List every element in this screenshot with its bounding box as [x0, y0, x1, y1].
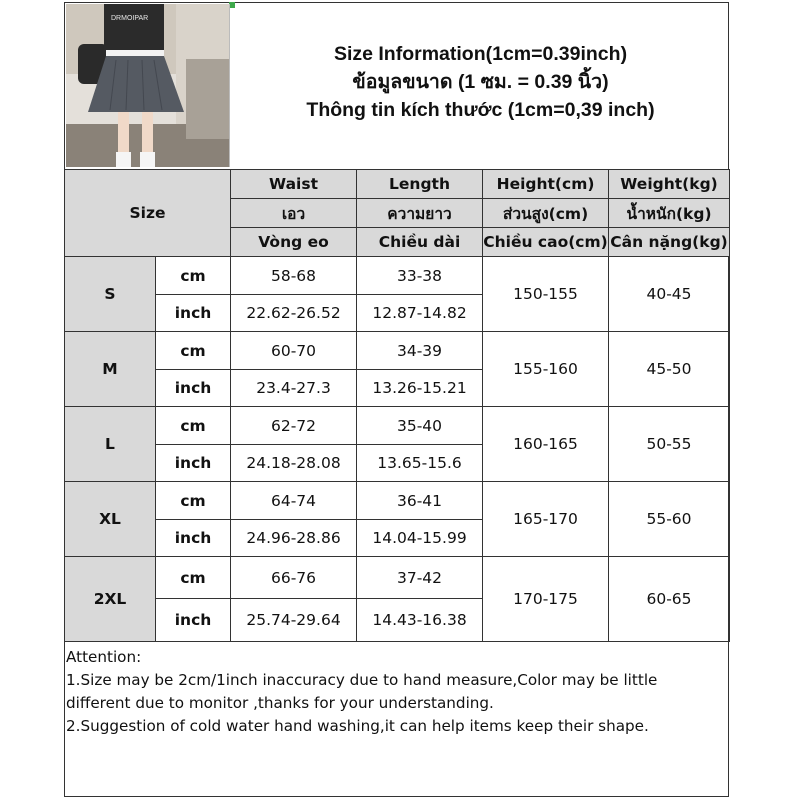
- waist-inch: 23.4-27.3: [231, 370, 357, 407]
- size-label: M: [65, 332, 156, 407]
- title-english: Size Information(1cm=0.39inch): [333, 43, 628, 65]
- waist-cm: 66-76: [231, 557, 357, 599]
- height-range: 150-155: [483, 257, 609, 332]
- waist-inch: 22.62-26.52: [231, 295, 357, 332]
- size-header: Size: [65, 170, 231, 257]
- waist-inch: 25.74-29.64: [231, 599, 357, 642]
- header-weight-vi: Cân nặng(kg): [609, 228, 730, 257]
- unit-inch: inch: [156, 370, 231, 407]
- unit-cm: cm: [156, 407, 231, 445]
- unit-cm: cm: [156, 557, 231, 599]
- height-range: 160-165: [483, 407, 609, 482]
- size-table: [64, 169, 730, 642]
- title-thai: ข้อมูลขนาด (1 ซม. = 0.39 นิ้ว): [352, 71, 609, 93]
- header-weight-en: Weight(kg): [609, 170, 730, 199]
- header-length-vi: Chiều dài: [357, 228, 483, 257]
- unit-inch: inch: [156, 599, 231, 642]
- height-range: 155-160: [483, 332, 609, 407]
- size-label: 2XL: [65, 557, 156, 642]
- weight-range: 45-50: [609, 332, 730, 407]
- shirt-text: DRMOIPAR: [111, 15, 149, 22]
- length-inch: 14.43-16.38: [357, 599, 483, 642]
- waist-cm: 64-74: [231, 482, 357, 520]
- length-cm: 36-41: [357, 482, 483, 520]
- waist-cm: 58-68: [231, 257, 357, 295]
- length-cm: 34-39: [357, 332, 483, 370]
- waist-inch: 24.18-28.08: [231, 445, 357, 482]
- height-range: 170-175: [483, 557, 609, 642]
- weight-range: 50-55: [609, 407, 730, 482]
- unit-inch: inch: [156, 295, 231, 332]
- header-height-en: Height(cm): [483, 170, 609, 199]
- length-inch: 12.87-14.82: [357, 295, 483, 332]
- length-inch: 13.65-15.6: [357, 445, 483, 482]
- length-cm: 35-40: [357, 407, 483, 445]
- attention-notes: [66, 646, 726, 738]
- waist-cm: 60-70: [231, 332, 357, 370]
- weight-range: 60-65: [609, 557, 730, 642]
- unit-inch: inch: [156, 520, 231, 557]
- header-length-en: Length: [357, 170, 483, 199]
- unit-inch: inch: [156, 445, 231, 482]
- header-waist-th: เอว: [231, 199, 357, 228]
- table-row: [65, 407, 730, 445]
- size-label: L: [65, 407, 156, 482]
- table-row: [65, 332, 730, 370]
- attention-line-3: 2.Suggestion of cold water hand washing,it can help items keep their shape.: [66, 717, 649, 735]
- weight-range: 40-45: [609, 257, 730, 332]
- size-label: XL: [65, 482, 156, 557]
- waist-inch: 24.96-28.86: [231, 520, 357, 557]
- title-vietnamese: Thông tin kích thước (1cm=0,39 inch): [306, 99, 655, 121]
- size-label: S: [65, 257, 156, 332]
- unit-cm: cm: [156, 332, 231, 370]
- length-cm: 33-38: [357, 257, 483, 295]
- product-photo: [66, 4, 230, 167]
- unit-cm: cm: [156, 482, 231, 520]
- length-cm: 37-42: [357, 557, 483, 599]
- header-height-vi: Chiều cao(cm): [483, 228, 609, 257]
- table-row: [65, 482, 730, 520]
- title-block: [232, 40, 729, 124]
- length-inch: 13.26-15.21: [357, 370, 483, 407]
- attention-heading: Attention:: [66, 648, 142, 666]
- attention-line-1: 1.Size may be 2cm/1inch inaccuracy due to hand measure,Color may be little: [66, 671, 658, 689]
- header-waist-en: Waist: [231, 170, 357, 199]
- table-row: [65, 557, 730, 599]
- header-length-th: ความยาว: [357, 199, 483, 228]
- height-range: 165-170: [483, 482, 609, 557]
- waist-cm: 62-72: [231, 407, 357, 445]
- attention-line-2: different due to monitor ,thanks for your understanding.: [66, 694, 494, 712]
- unit-cm: cm: [156, 257, 231, 295]
- header-waist-vi: Vòng eo: [231, 228, 357, 257]
- table-row: [65, 257, 730, 295]
- product-photo-illustration: [66, 4, 229, 167]
- header-height-th: ส่วนสูง(cm): [483, 199, 609, 228]
- weight-range: 55-60: [609, 482, 730, 557]
- header-weight-th: น้ำหนัก(kg): [609, 199, 730, 228]
- length-inch: 14.04-15.99: [357, 520, 483, 557]
